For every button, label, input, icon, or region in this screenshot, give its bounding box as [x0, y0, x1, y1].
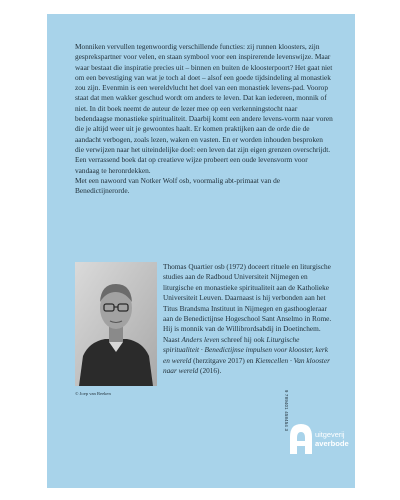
publisher-name: [315, 430, 349, 448]
blurb-paragraph: Monniken vervullen tegenwoordig verschillende functies: zij runnen kloosters, zijn gesprekspartner voor velen, en staan symbool voor een inspirerende levenswijze. Maar waar bestaat die inspiratie precies uit – binnen en buiten de kloosterpoort? Het gaat niet om een bevestiging van wat je toch al doet – alsof een goede tijdsindeling al monastiek zou zijn. Evenmin is een wereldvlucht het doel van een monastiek levens-pad. Voorop staat dat men wakker geschud wordt om anders te leven. Dat kan iedereen, monnik of niet. In dit boek neemt de auteur de lezer mee op een verkenningstocht naar bedendaagse monastieke spiritualiteit. Daarbij komt een andere levens-vorm naar voren die je altijd weer uit je gewoontes haalt. Er komen praktijken aan de orde die de aandacht verbogen, zoals lezen, waken en vasten. En er worden inhouden besproken die verwijzen naar het uiteindelijke doel: een leven dat zijn eigen grenzen overschrijdt.: [75, 42, 333, 154]
author-bio: [163, 262, 335, 376]
blurb-text: [75, 42, 333, 196]
blurb-paragraph: Een verrassend boek dat op creatieve wijze probeert een oude levensvorm voor vandaag te heronrdekken.: [75, 155, 308, 175]
bio-text: (2016).: [198, 366, 222, 376]
photo-credit: © Joep van Reeken: [75, 391, 111, 396]
blurb-paragraph: Met een nawoord van Notker Wolf osb, voormalig abt-primaat van de Benedictijnerorde.: [75, 175, 281, 196]
publisher-line-2: averbode: [315, 439, 349, 448]
publisher-line-1: uitgeverij: [315, 430, 345, 439]
author-photo: [75, 262, 157, 386]
bio-text: (herzitgave 2017) en: [191, 355, 256, 365]
bio-paragraph: [163, 262, 335, 376]
publisher-logo: [290, 424, 349, 454]
book-back-cover: [47, 14, 355, 488]
bio-book-title: Kiemcellen · Van klooster naar wereld: [163, 355, 330, 376]
bio-text: schreef hij ook: [219, 334, 267, 344]
publisher-a-icon: [290, 424, 312, 454]
bio-book-title: Liturgische spiritualiteit · Benedictijnse impulsen voor klooster, kerk en wereld: [163, 334, 328, 365]
bio-book-title: Anders leven: [181, 334, 220, 344]
bio-text: Thomas Quartier osb (1972) doceert rituele en liturgische studies aan de Radboud Universiteit Nijmegen en liturgische en monastieke spiritualiteit aan de Katholieke Universiteit Leuven. Daarnaast is hij verbonden aan het Titus Brandsma Instituut in Nijmegen en gasthoogleraar aan de Benedictijnse Hogeschool Sant Anselmo in Rome. Hij is monnik van de Willibrordsabdij in Doetinchem. Naast: [163, 262, 332, 344]
author-portrait-icon: [75, 262, 157, 386]
isbn-text: 9 789401 458454 3: [284, 389, 290, 431]
